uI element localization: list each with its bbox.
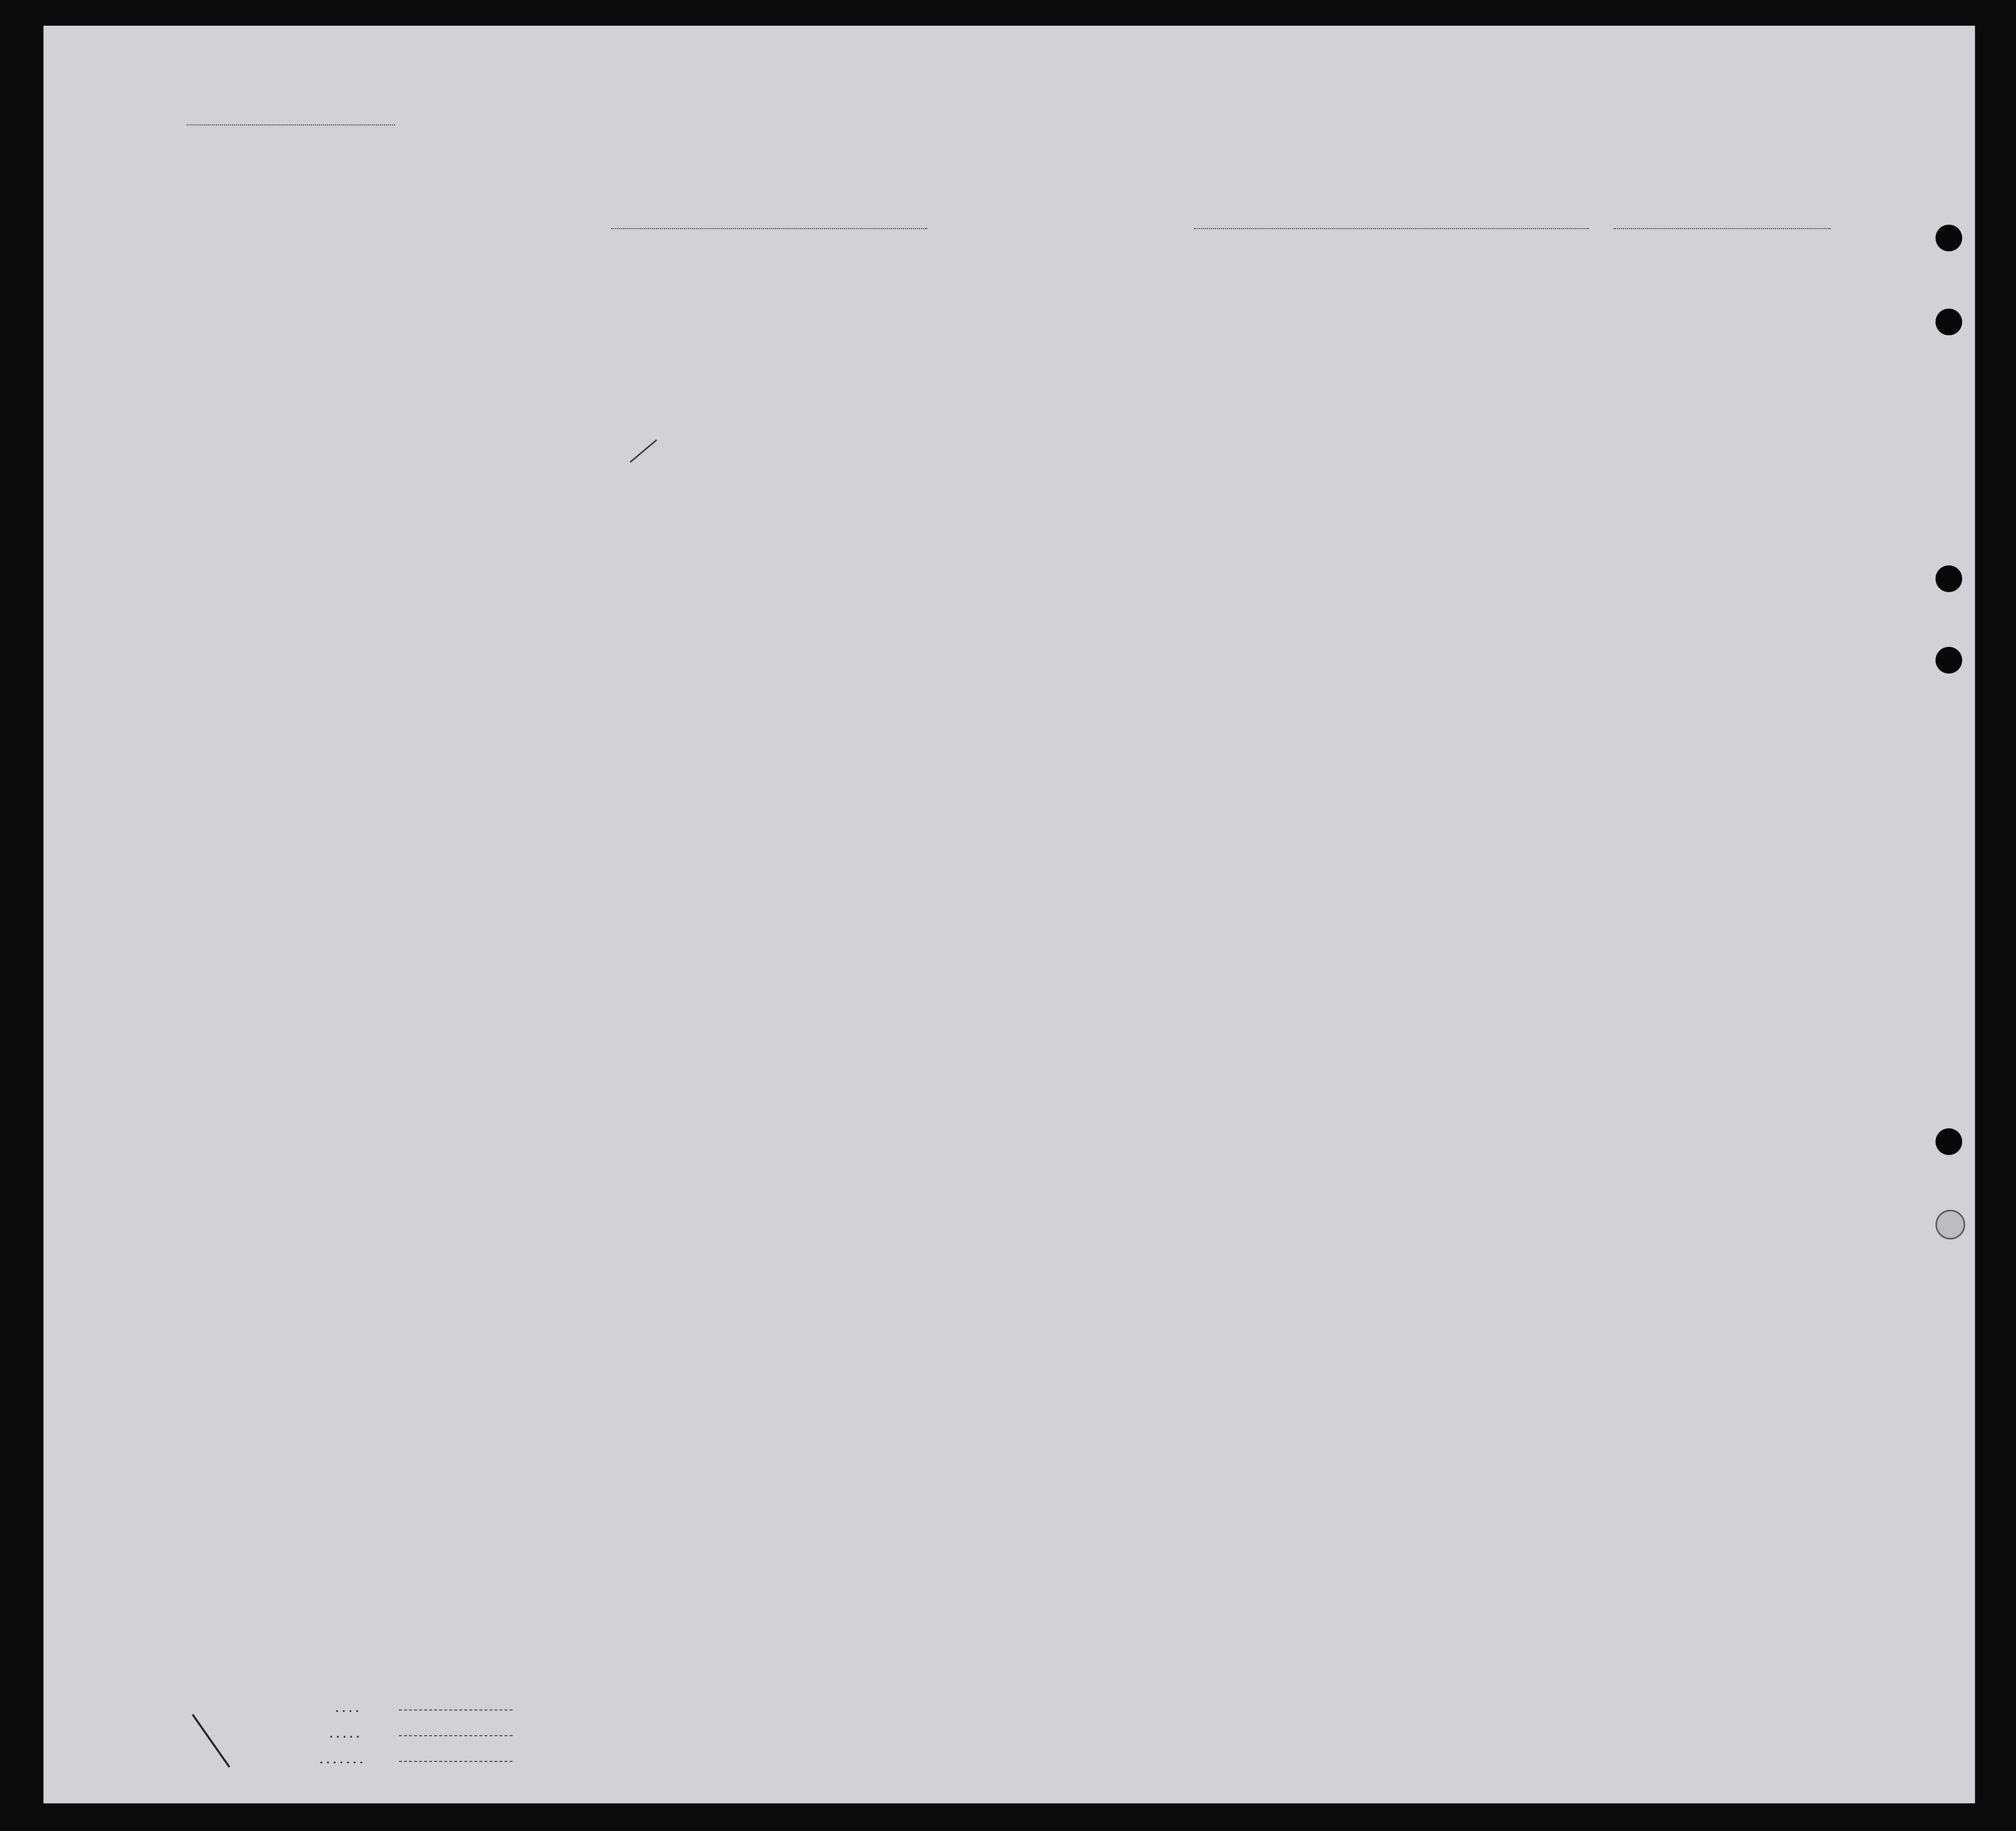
punch-hole: [1936, 647, 1962, 674]
aliens-line: [399, 1761, 513, 1762]
punch-hole: [1936, 1128, 1962, 1155]
manifest-grid: [43, 26, 1975, 1803]
us-citizens-line: [399, 1735, 513, 1736]
punch-hole: [1936, 225, 1962, 251]
punch-hole: [1936, 1210, 1965, 1239]
punch-hole: [1936, 309, 1962, 335]
total-passengers-line: [399, 1710, 513, 1711]
manifest-sheet: .... ..... .......: [43, 26, 1975, 1803]
punch-hole: [1936, 565, 1962, 592]
